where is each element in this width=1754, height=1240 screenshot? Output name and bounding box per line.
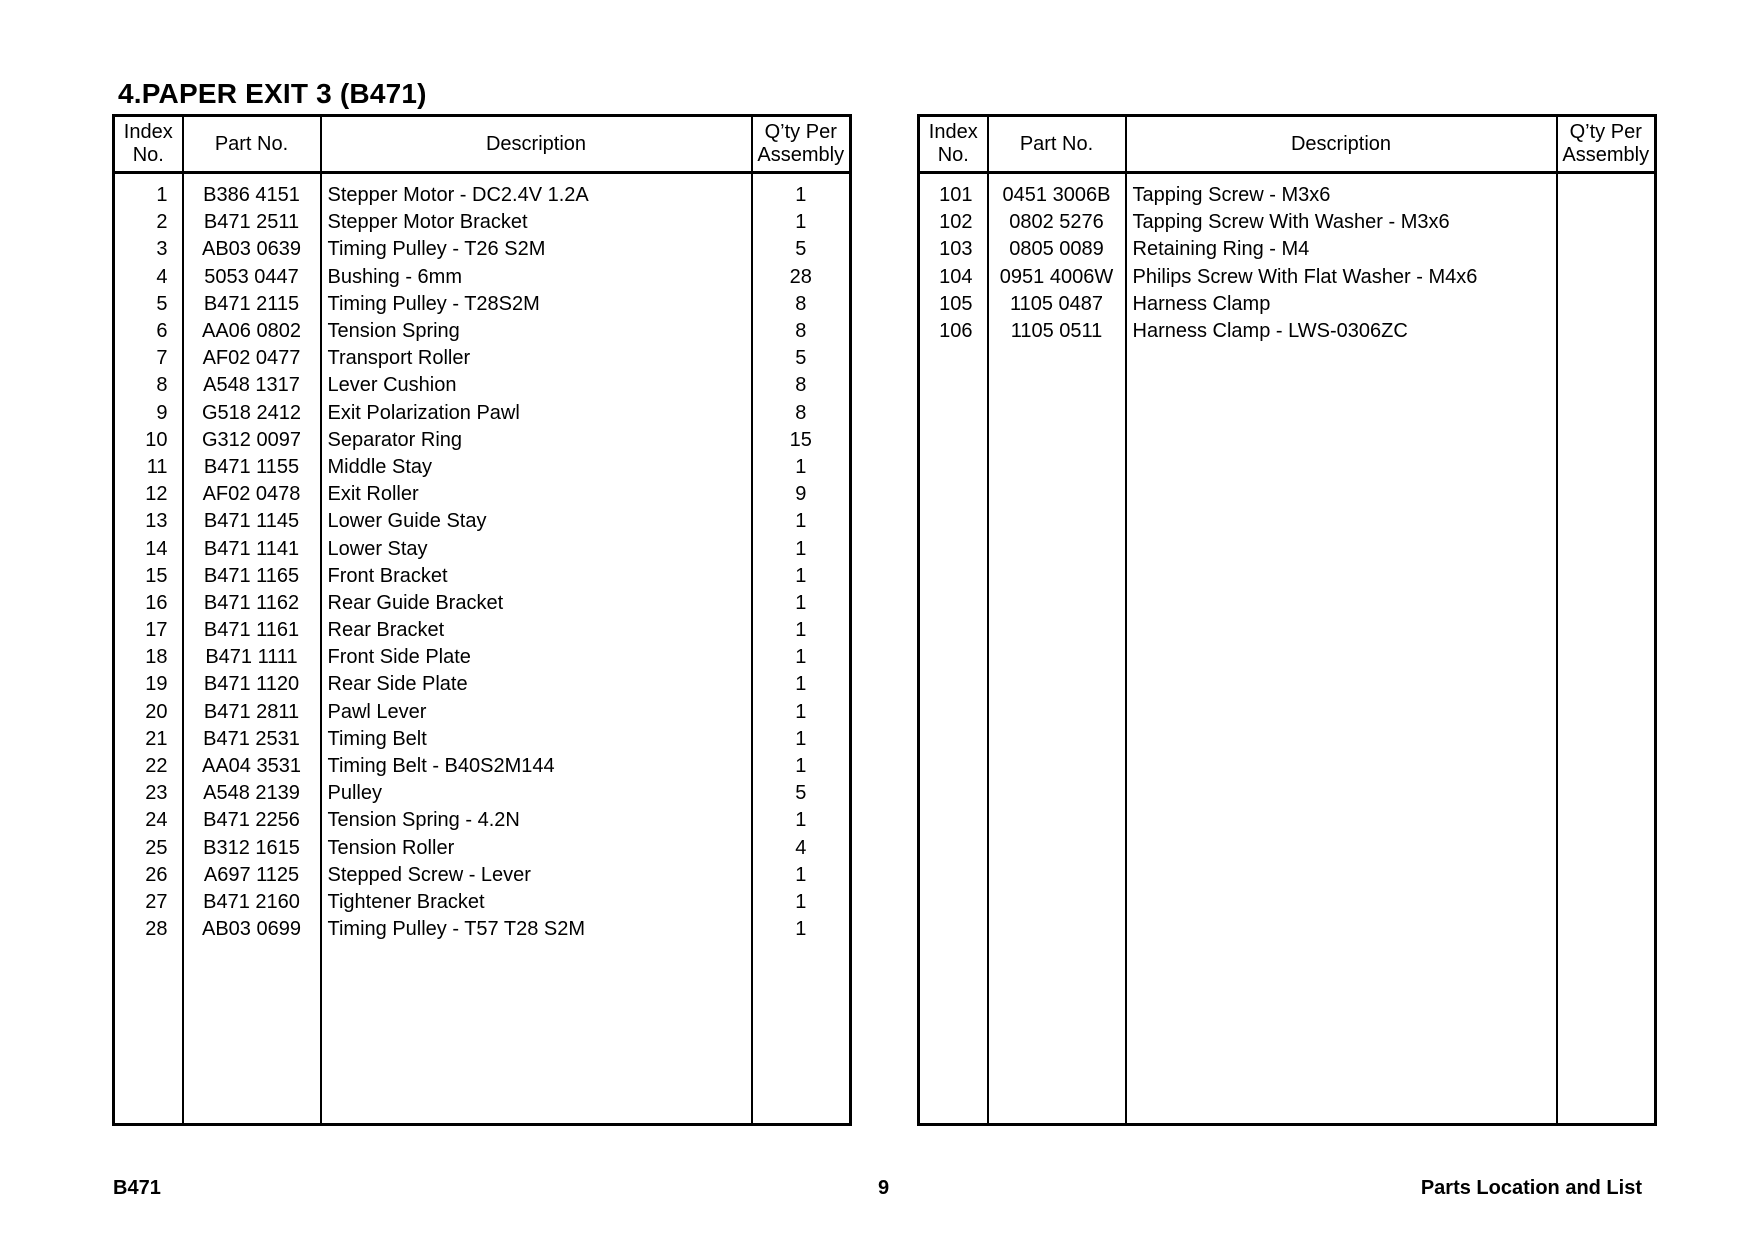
table-row: [114, 726, 851, 753]
cell-part-no: B471 2115: [183, 291, 321, 318]
cell-description: Rear Side Plate: [321, 671, 752, 698]
cell-part-no: AB03 0699: [183, 916, 321, 943]
cell-description: Stepper Motor - DC2.4V 1.2A: [321, 173, 752, 210]
empty-cell: [114, 943, 183, 1124]
cell-qty: 1: [752, 173, 851, 210]
table-row: [114, 889, 851, 916]
table-row: [114, 644, 851, 671]
cell-index: 106: [939, 320, 973, 343]
cell-description: Lower Guide Stay: [321, 508, 752, 535]
cell-index: 19: [145, 673, 168, 696]
column-header-qty: Q’ty Per Assembly: [752, 116, 851, 173]
cell-part-no: B312 1615: [183, 835, 321, 862]
cell-index: 9: [156, 401, 168, 424]
cell-index: 103: [939, 238, 973, 261]
table-row: [114, 345, 851, 372]
cell-qty: [1557, 318, 1656, 345]
cell-qty: 1: [752, 889, 851, 916]
table-row: [114, 617, 851, 644]
cell-description: Tension Roller: [321, 835, 752, 862]
table-row: [114, 318, 851, 345]
cell-index: 105: [939, 292, 973, 315]
cell-description: Tension Spring: [321, 318, 752, 345]
cell-index: 26: [145, 863, 168, 886]
table-row: [919, 236, 1656, 263]
cell-description: Timing Belt - B40S2M144: [321, 753, 752, 780]
column-header-description: Description: [1126, 116, 1557, 173]
cell-index: 12: [145, 483, 168, 506]
table-row: [114, 173, 851, 210]
cell-description: Tightener Bracket: [321, 889, 752, 916]
table-row: [114, 563, 851, 590]
cell-qty: 28: [752, 264, 851, 291]
cell-part-no: 0802 5276: [988, 209, 1126, 236]
cell-index: 104: [939, 265, 973, 288]
cell-description: Exit Polarization Pawl: [321, 400, 752, 427]
cell-index: 11: [146, 455, 168, 478]
cell-qty: 1: [752, 644, 851, 671]
table-row: [114, 264, 851, 291]
cell-qty: 1: [752, 508, 851, 535]
cell-index: 20: [145, 700, 168, 723]
cell-part-no: B471 1165: [183, 563, 321, 590]
cell-qty: 1: [752, 563, 851, 590]
cell-description: Timing Belt: [321, 726, 752, 753]
cell-description: Lever Cushion: [321, 372, 752, 399]
cell-index: 14: [145, 537, 168, 560]
cell-qty: [1557, 264, 1656, 291]
empty-cell: [1557, 345, 1656, 1124]
cell-part-no: A697 1125: [183, 862, 321, 889]
table-row: [114, 400, 851, 427]
cell-part-no: 0951 4006W: [988, 264, 1126, 291]
table-row: [114, 291, 851, 318]
cell-index: 15: [145, 564, 168, 587]
empty-cell: [988, 345, 1126, 1124]
cell-description: Tension Spring - 4.2N: [321, 807, 752, 834]
cell-index: 22: [145, 755, 168, 778]
cell-description: Transport Roller: [321, 345, 752, 372]
cell-part-no: AB03 0639: [183, 236, 321, 263]
footer-model: B471: [113, 1177, 161, 1199]
cell-index: 1: [156, 184, 168, 207]
empty-cell: [183, 943, 321, 1124]
cell-index: 24: [145, 809, 168, 832]
cell-index: 6: [156, 320, 168, 343]
cell-qty: 8: [752, 400, 851, 427]
cell-qty: 8: [752, 318, 851, 345]
cell-description: Harness Clamp - LWS-0306ZC: [1126, 318, 1557, 345]
table-row: [919, 291, 1656, 318]
column-header-index: Index No.: [919, 116, 988, 173]
cell-index: 102: [939, 211, 973, 234]
empty-cell: [919, 345, 988, 1124]
column-header-part-no: Part No.: [183, 116, 321, 173]
cell-index: 23: [145, 782, 168, 805]
table-row: [114, 807, 851, 834]
table-filler-row: [919, 345, 1656, 1124]
cell-index: 8: [156, 374, 168, 397]
cell-index: 10: [145, 428, 168, 451]
table-row: [114, 508, 851, 535]
cell-part-no: 5053 0447: [183, 264, 321, 291]
table-row: [919, 209, 1656, 236]
table-row: [114, 427, 851, 454]
cell-part-no: B471 2531: [183, 726, 321, 753]
cell-part-no: 0805 0089: [988, 236, 1126, 263]
column-header-description: Description: [321, 116, 752, 173]
cell-part-no: B471 1120: [183, 671, 321, 698]
cell-index: 18: [145, 646, 168, 669]
cell-part-no: AA06 0802: [183, 318, 321, 345]
cell-description: Tapping Screw - M3x6: [1126, 173, 1557, 210]
table-row: [114, 780, 851, 807]
cell-description: Pawl Lever: [321, 699, 752, 726]
cell-qty: 1: [752, 862, 851, 889]
table-row: [919, 318, 1656, 345]
cell-part-no: B471 2811: [183, 699, 321, 726]
footer-page-number: 9: [878, 1177, 890, 1199]
cell-index: 7: [156, 347, 168, 370]
table-row: [114, 753, 851, 780]
parts-table-right: [917, 114, 1657, 1126]
parts-table-left: [112, 114, 852, 1126]
cell-qty: 5: [752, 345, 851, 372]
cell-part-no: B471 2511: [183, 209, 321, 236]
cell-part-no: 1105 0487: [988, 291, 1126, 318]
cell-description: Middle Stay: [321, 454, 752, 481]
cell-part-no: B471 1111: [183, 644, 321, 671]
cell-index: 4: [156, 265, 168, 288]
table-row: [114, 209, 851, 236]
cell-description: Rear Guide Bracket: [321, 590, 752, 617]
cell-part-no: G312 0097: [183, 427, 321, 454]
cell-qty: 5: [752, 780, 851, 807]
cell-qty: [1557, 236, 1656, 263]
cell-description: Bushing - 6mm: [321, 264, 752, 291]
cell-part-no: AA04 3531: [183, 753, 321, 780]
cell-qty: 4: [752, 835, 851, 862]
cell-description: Retaining Ring - M4: [1126, 236, 1557, 263]
cell-index: 27: [145, 890, 168, 913]
cell-description: Tapping Screw With Washer - M3x6: [1126, 209, 1557, 236]
column-header-part-no: Part No.: [988, 116, 1126, 173]
cell-qty: 1: [752, 535, 851, 562]
cell-part-no: B471 1145: [183, 508, 321, 535]
cell-part-no: B471 1161: [183, 617, 321, 644]
cell-part-no: A548 1317: [183, 372, 321, 399]
column-header-qty: Q’ty Per Assembly: [1557, 116, 1656, 173]
cell-index: 17: [145, 619, 168, 642]
cell-description: Harness Clamp: [1126, 291, 1557, 318]
table-row: [114, 590, 851, 617]
cell-description: Exit Roller: [321, 481, 752, 508]
cell-description: Lower Stay: [321, 535, 752, 562]
cell-index: 21: [145, 727, 168, 750]
cell-qty: 15: [752, 427, 851, 454]
cell-description: Timing Pulley - T26 S2M: [321, 236, 752, 263]
table-row: [114, 454, 851, 481]
cell-part-no: AF02 0478: [183, 481, 321, 508]
cell-part-no: 1105 0511: [988, 318, 1126, 345]
cell-description: Separator Ring: [321, 427, 752, 454]
table-row: [114, 372, 851, 399]
cell-qty: 5: [752, 236, 851, 263]
cell-qty: 1: [752, 916, 851, 943]
cell-description: Philips Screw With Flat Washer - M4x6: [1126, 264, 1557, 291]
cell-description: Stepped Screw - Lever: [321, 862, 752, 889]
empty-cell: [752, 943, 851, 1124]
cell-part-no: B386 4151: [183, 173, 321, 210]
cell-qty: 1: [752, 590, 851, 617]
cell-description: Timing Pulley - T57 T28 S2M: [321, 916, 752, 943]
cell-part-no: B471 1155: [183, 454, 321, 481]
cell-description: Rear Bracket: [321, 617, 752, 644]
cell-part-no: 0451 3006B: [988, 173, 1126, 210]
cell-part-no: B471 2256: [183, 807, 321, 834]
cell-qty: 9: [752, 481, 851, 508]
cell-description: Stepper Motor Bracket: [321, 209, 752, 236]
empty-cell: [1126, 345, 1557, 1124]
table-row: [114, 699, 851, 726]
cell-qty: [1557, 173, 1656, 210]
cell-part-no: G518 2412: [183, 400, 321, 427]
cell-part-no: B471 2160: [183, 889, 321, 916]
cell-index: 2: [156, 211, 168, 234]
cell-qty: 1: [752, 753, 851, 780]
cell-qty: 8: [752, 372, 851, 399]
table-row: [114, 236, 851, 263]
cell-index: 13: [145, 510, 168, 533]
cell-part-no: AF02 0477: [183, 345, 321, 372]
cell-qty: 1: [752, 454, 851, 481]
cell-index: 5: [156, 292, 168, 315]
cell-qty: [1557, 291, 1656, 318]
table-row: [114, 916, 851, 943]
cell-index: 3: [156, 238, 168, 261]
cell-index: 25: [145, 836, 168, 859]
table-row: [114, 835, 851, 862]
cell-qty: 1: [752, 671, 851, 698]
cell-qty: [1557, 209, 1656, 236]
table-row: [919, 264, 1656, 291]
cell-description: Timing Pulley - T28S2M: [321, 291, 752, 318]
footer-section-title: Parts Location and List: [1420, 1177, 1642, 1199]
table-header-row: [919, 116, 1656, 173]
table-row: [114, 862, 851, 889]
cell-part-no: B471 1141: [183, 535, 321, 562]
cell-part-no: A548 2139: [183, 780, 321, 807]
cell-qty: 1: [752, 699, 851, 726]
table-row: [114, 535, 851, 562]
cell-index: 28: [145, 918, 168, 941]
cell-description: Pulley: [321, 780, 752, 807]
cell-qty: 1: [752, 726, 851, 753]
cell-description: Front Side Plate: [321, 644, 752, 671]
table-row: [919, 173, 1656, 210]
page-title: 4.PAPER EXIT 3 (B471): [118, 78, 427, 109]
table-row: [114, 481, 851, 508]
table-row: [114, 671, 851, 698]
cell-description: Front Bracket: [321, 563, 752, 590]
table-header-row: [114, 116, 851, 173]
column-header-index: Index No.: [114, 116, 183, 173]
cell-part-no: B471 1162: [183, 590, 321, 617]
cell-qty: 8: [752, 291, 851, 318]
empty-cell: [321, 943, 752, 1124]
cell-index: 16: [145, 591, 168, 614]
cell-qty: 1: [752, 209, 851, 236]
cell-qty: 1: [752, 807, 851, 834]
table-filler-row: [114, 943, 851, 1124]
cell-index: 101: [939, 184, 973, 207]
cell-qty: 1: [752, 617, 851, 644]
